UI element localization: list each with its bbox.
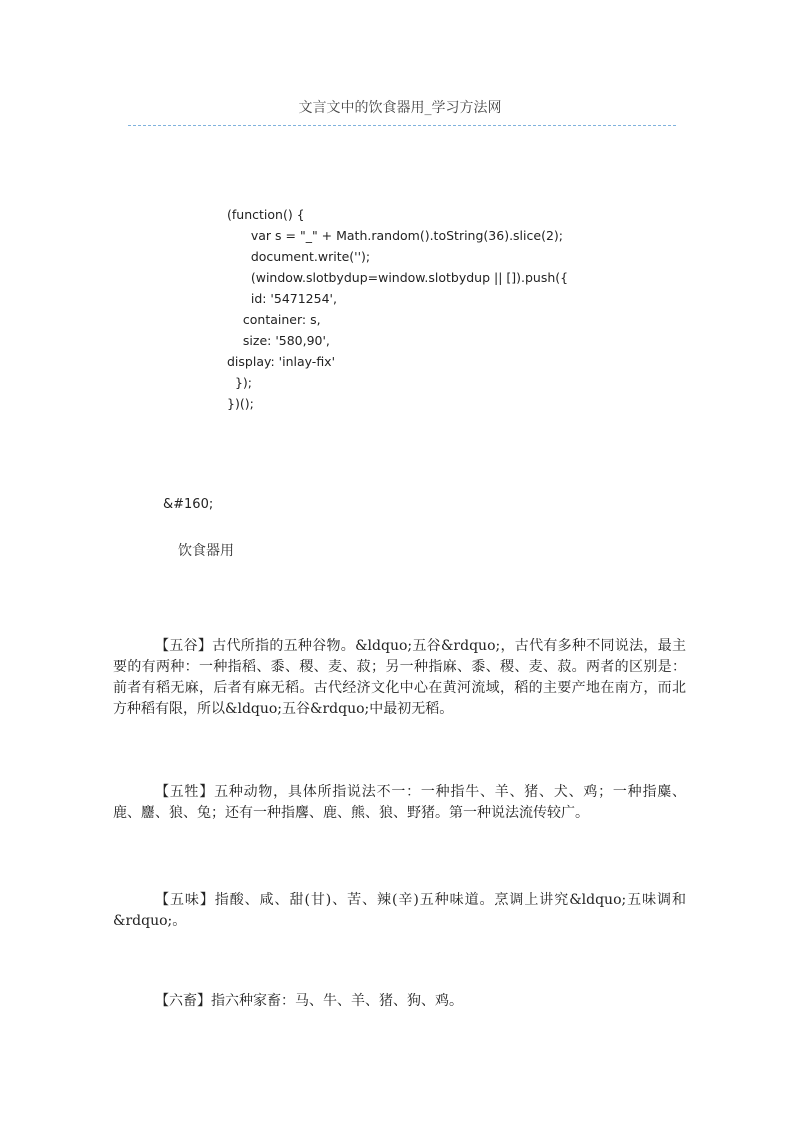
nbsp-entity-text: &#160;: [163, 497, 214, 512]
code-line: display: 'inlay-fix': [227, 354, 336, 369]
code-line: document.write('');: [227, 249, 371, 264]
code-line: })();: [227, 396, 254, 411]
code-line: (window.slotbydup=window.slotbydup || []).push({: [227, 270, 569, 285]
code-line: size: '580,90',: [227, 333, 330, 348]
paragraph-wugu: 【五谷】古代所指的五种谷物。&ldquo;五谷&rdquo;，古代有多种不同说法，最主要的有两种：一种指稻、黍、稷、麦、菽；另一种指麻、黍、稷、麦、菽。两者的区别是：前者有稻无麻，后者有麻无稻。古代经济文化中心在黄河流域，稻的主要产地在南方，而北方种稻有限，所以&ldquo;五谷&rdquo;中最初无稻。: [113, 638, 686, 717]
paragraph-wuwei: 【五味】指酸、咸、甜(甘)、苦、辣(辛)五种味道。烹调上讲究&ldquo;五味调和&rdquo;。: [113, 892, 686, 929]
code-block: [227, 204, 568, 414]
code-line: (function() {: [227, 207, 305, 222]
paragraph-wusheng: 【五牲】五种动物，具体所指说法不一：一种指牛、羊、猪、犬、鸡；一种指麋、鹿、麢、狼、兔；还有一种指麐、鹿、熊、狼、野猪。第一种说法流传较广。: [113, 784, 686, 821]
section-heading: 饮食器用: [178, 543, 234, 559]
page-title: 文言文中的饮食器用_学习方法网: [298, 100, 502, 116]
code-line: var s = "_" + Math.random().toString(36).slice(2);: [227, 228, 563, 243]
code-line: id: '5471254',: [227, 291, 337, 306]
code-line: container: s,: [227, 312, 321, 327]
code-line: });: [227, 375, 252, 390]
title-divider: [128, 125, 676, 126]
paragraph-liuchu: 【六畜】指六种家畜：马、牛、羊、猪、狗、鸡。: [155, 993, 463, 1009]
